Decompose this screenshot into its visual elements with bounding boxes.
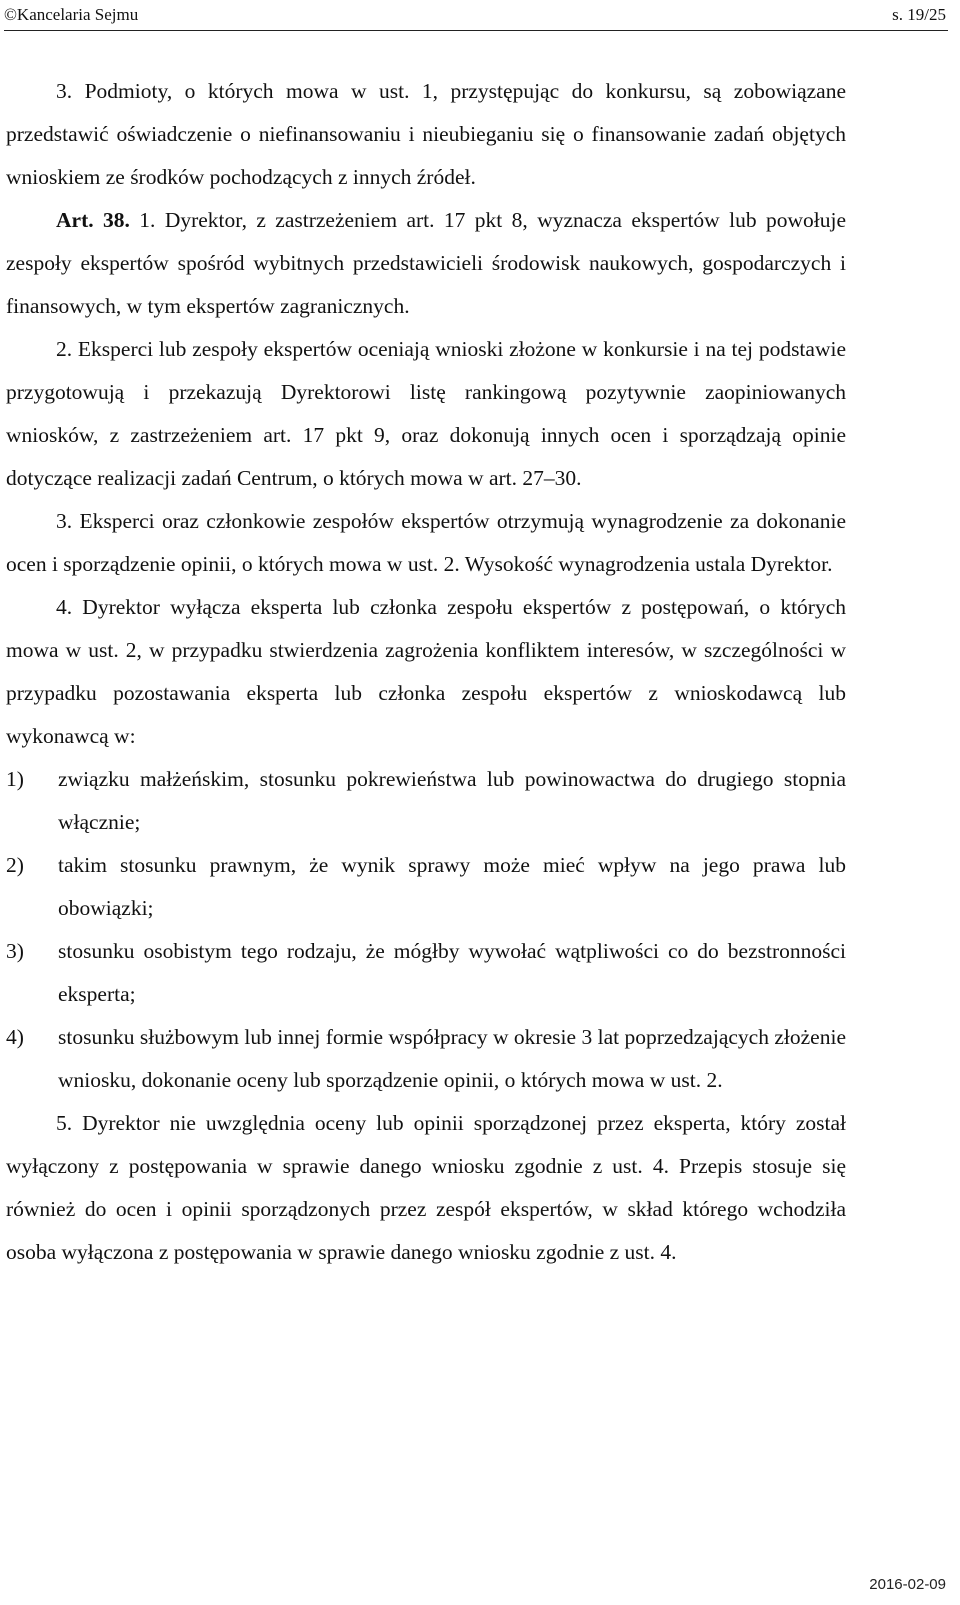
article-38-ust-1 [6, 199, 846, 328]
article-heading: Art. 38. [56, 208, 130, 232]
document-date: 2016-02-09 [869, 1576, 946, 1593]
copyright-label: ©Kancelaria Sejmu [4, 5, 139, 24]
list-item [6, 930, 846, 1016]
list-item-number: 3) [6, 939, 24, 963]
page-header [4, 0, 948, 31]
article-38-ust-5: 5. Dyrektor nie uwzględnia oceny lub opinii sporządzonej przez eksperta, który został wyłączony z postępowania w sprawie danego wniosku zgodnie z ust. 4. Przepis stosuje się również do ocen i opinii sporządzonych przez zespół ekspertów, w skład którego wchodziła osoba wyłączona z postępowania w sprawie danego wniosku zgodnie z ust. 4. [6, 1111, 846, 1264]
list-item-number: 4) [6, 1025, 24, 1049]
page-number: s. 19/25 [892, 5, 946, 24]
article-38-ust-1-text: 1. Dyrektor, z zastrzeżeniem art. 17 pkt 8, wyznacza ekspertów lub powołuje zespoły ekspertów spośród wybitnych przedstawicieli środowisk naukowych, gospodarczych i finansowych, w tym ekspertów zagranicznych. [6, 208, 847, 318]
document-body [6, 70, 846, 1274]
list-item [6, 844, 846, 930]
article-38-ust-2: 2. Eksperci lub zespoły ekspertów oceniają wnioski złożone w konkursie i na tej podstawie przygotowują i przekazują Dyrektorowi listę rankingową pozytywnie zaopiniowanych wniosków, z zastrzeżeniem art. 17 pkt 9, oraz dokonują innych ocen i sporządzają opinie dotyczące realizacji zadań Centrum, o których mowa w art. 27–30. [6, 337, 846, 490]
article-38-ust-4: 4. Dyrektor wyłącza eksperta lub członka zespołu ekspertów z postępowań, o których mowa w ust. 2, w przypadku stwierdzenia zagrożenia konfliktem interesów, w szczególności w przypadku pozostawania eksperta lub członka zespołu ekspertów z wnioskodawcą lub wykonawcą w: [6, 595, 846, 748]
list-item-text: takim stosunku prawnym, że wynik sprawy może mieć wpływ na jego prawa lub obowiązki; [58, 853, 846, 920]
list-item-text: stosunku służbowym lub innej formie współpracy w okresie 3 lat poprzedzających złożenie wniosku, dokonanie oceny lub sporządzenie opinii, o których mowa w ust. 2. [58, 1025, 846, 1092]
list-item-text: związku małżeńskim, stosunku pokrewieństwa lub powinowactwa do drugiego stopnia włącznie; [58, 767, 846, 834]
list-item-number: 2) [6, 853, 24, 877]
list-item-text: stosunku osobistym tego rodzaju, że mógłby wywołać wątpliwości co do bezstronności eksperta; [58, 939, 846, 1006]
list-item [6, 1016, 846, 1102]
exclusion-list [6, 758, 846, 1102]
paragraph-ust-3: 3. Podmioty, o których mowa w ust. 1, przystępując do konkursu, są zobowiązane przedstawić oświadczenie o niefinansowaniu i nieubieganiu się o finansowanie zadań objętych wnioskiem ze środków pochodzących z innych źródeł. [6, 79, 846, 189]
list-item-number: 1) [6, 767, 24, 791]
list-item [6, 758, 846, 844]
article-38-ust-3: 3. Eksperci oraz członkowie zespołów ekspertów otrzymują wynagrodzenie za dokonanie ocen i sporządzenie opinii, o których mowa w ust. 2. Wysokość wynagrodzenia ustala Dyrektor. [6, 509, 846, 576]
